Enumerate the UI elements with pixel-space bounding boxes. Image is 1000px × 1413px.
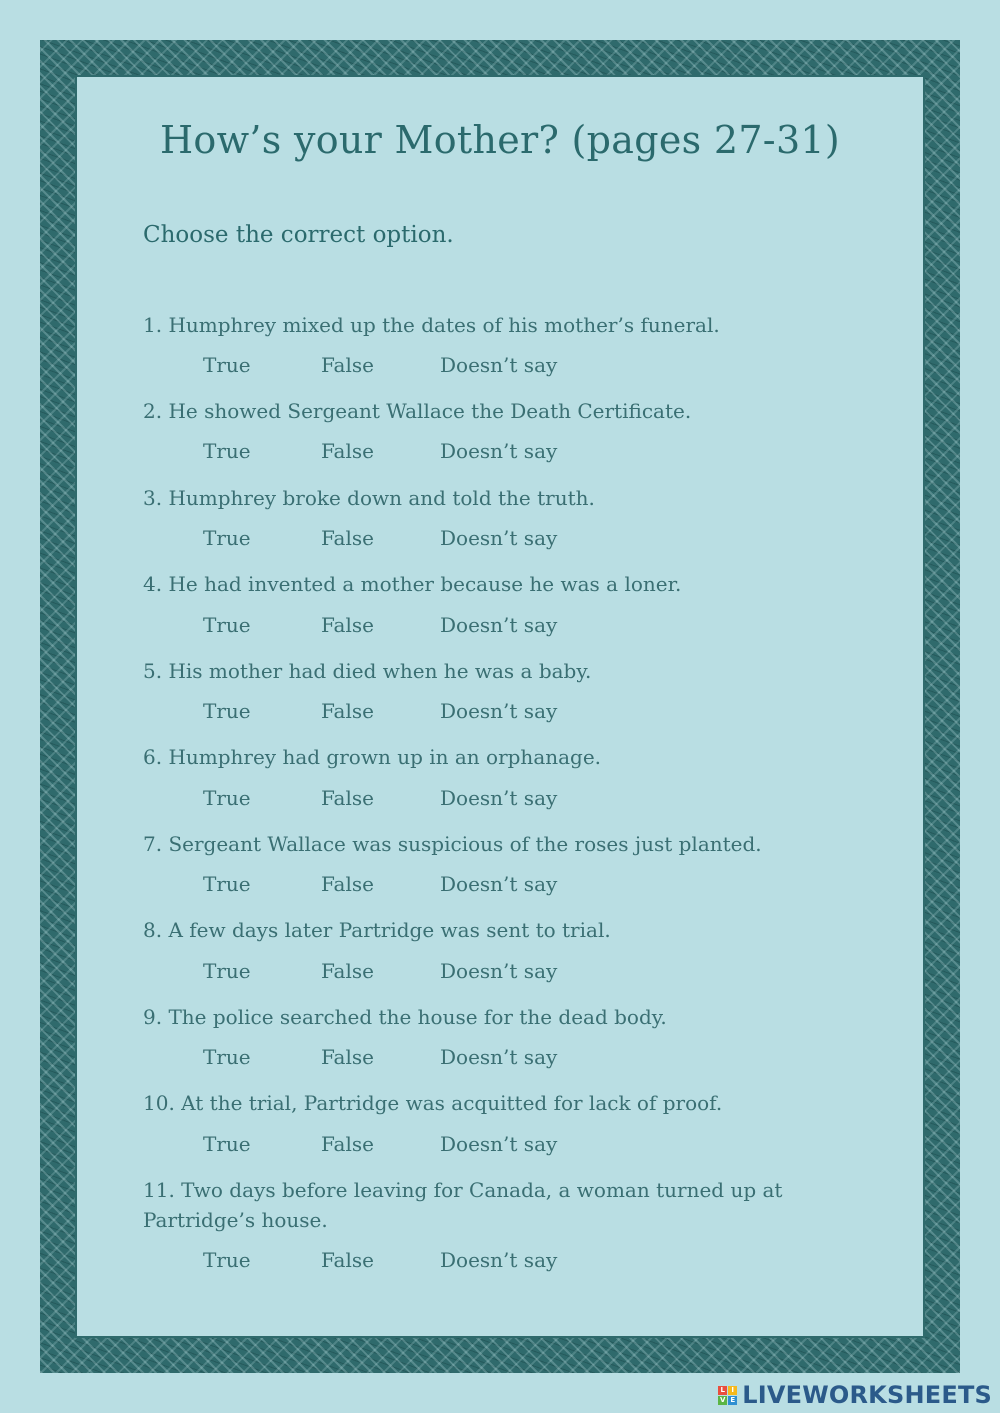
question-4: 4. He had invented a mother because he was a loner. — [143, 572, 682, 596]
option-true-q9[interactable]: True — [203, 1045, 251, 1069]
options-row-4 — [203, 613, 703, 643]
option-false-q9[interactable]: False — [321, 1045, 374, 1069]
option-doesnt-say-q2[interactable]: Doesn’t say — [440, 439, 558, 463]
options-row-3 — [203, 526, 703, 556]
option-false-q7[interactable]: False — [321, 872, 374, 896]
options-row-2 — [203, 439, 703, 469]
option-false-q10[interactable]: False — [321, 1132, 374, 1156]
option-doesnt-say-q4[interactable]: Doesn’t say — [440, 613, 558, 637]
question-3: 3. Humphrey broke down and told the truth. — [143, 486, 595, 510]
options-row-8 — [203, 959, 703, 989]
logo-letter: I — [728, 1386, 737, 1395]
options-row-9 — [203, 1045, 703, 1075]
option-doesnt-say-q8[interactable]: Doesn’t say — [440, 959, 558, 983]
options-row-7 — [203, 872, 703, 902]
option-false-q4[interactable]: False — [321, 613, 374, 637]
option-false-q2[interactable]: False — [321, 439, 374, 463]
question-7: 7. Sergeant Wallace was suspicious of the roses just planted. — [143, 832, 762, 856]
option-true-q11[interactable]: True — [203, 1248, 251, 1272]
question-9: 9. The police searched the house for the dead body. — [143, 1005, 667, 1029]
liveworksheets-logo[interactable] — [718, 1381, 992, 1409]
option-true-q6[interactable]: True — [203, 786, 251, 810]
options-row-11 — [203, 1248, 703, 1278]
option-false-q8[interactable]: False — [321, 959, 374, 983]
options-row-6 — [203, 786, 703, 816]
question-2: 2. He showed Sergeant Wallace the Death Certificate. — [143, 399, 692, 423]
option-true-q2[interactable]: True — [203, 439, 251, 463]
option-true-q4[interactable]: True — [203, 613, 251, 637]
options-row-5 — [203, 699, 703, 729]
option-doesnt-say-q7[interactable]: Doesn’t say — [440, 872, 558, 896]
question-11: 11. Two days before leaving for Canada, a woman turned up at Partridge’s house. — [143, 1178, 783, 1232]
option-true-q10[interactable]: True — [203, 1132, 251, 1156]
logo-letter: V — [720, 1395, 726, 1404]
option-false-q3[interactable]: False — [321, 526, 374, 550]
option-false-q6[interactable]: False — [321, 786, 374, 810]
logo-mark-icon — [718, 1386, 737, 1405]
option-false-q11[interactable]: False — [321, 1248, 374, 1272]
option-true-q5[interactable]: True — [203, 699, 251, 723]
option-false-q5[interactable]: False — [321, 699, 374, 723]
question-8: 8. A few days later Partridge was sent to trial. — [143, 918, 611, 942]
option-true-q1[interactable]: True — [203, 353, 251, 377]
options-row-1 — [203, 353, 703, 383]
option-true-q8[interactable]: True — [203, 959, 251, 983]
brand-name: LIVEWORKSHEETS — [742, 1381, 992, 1409]
option-doesnt-say-q1[interactable]: Doesn’t say — [440, 353, 558, 377]
option-doesnt-say-q9[interactable]: Doesn’t say — [440, 1045, 558, 1069]
options-row-10 — [203, 1132, 703, 1162]
option-true-q3[interactable]: True — [203, 526, 251, 550]
option-true-q7[interactable]: True — [203, 872, 251, 896]
question-5: 5. His mother had died when he was a baby. — [143, 659, 592, 683]
logo-letter: L — [718, 1386, 727, 1395]
option-doesnt-say-q3[interactable]: Doesn’t say — [440, 526, 558, 550]
question-1: 1. Humphrey mixed up the dates of his mother’s funeral. — [143, 313, 720, 337]
option-doesnt-say-q5[interactable]: Doesn’t say — [440, 699, 558, 723]
option-doesnt-say-q6[interactable]: Doesn’t say — [440, 786, 558, 810]
option-doesnt-say-q11[interactable]: Doesn’t say — [440, 1248, 558, 1272]
page-title: How’s your Mother? (pages 27-31) — [159, 118, 841, 162]
option-false-q1[interactable]: False — [321, 353, 374, 377]
logo-letter: E — [728, 1396, 737, 1405]
instruction-text: Choose the correct option. — [143, 222, 454, 248]
option-doesnt-say-q10[interactable]: Doesn’t say — [440, 1132, 558, 1156]
question-10: 10. At the trial, Partridge was acquitted for lack of proof. — [143, 1091, 723, 1115]
question-6: 6. Humphrey had grown up in an orphanage. — [143, 745, 602, 769]
